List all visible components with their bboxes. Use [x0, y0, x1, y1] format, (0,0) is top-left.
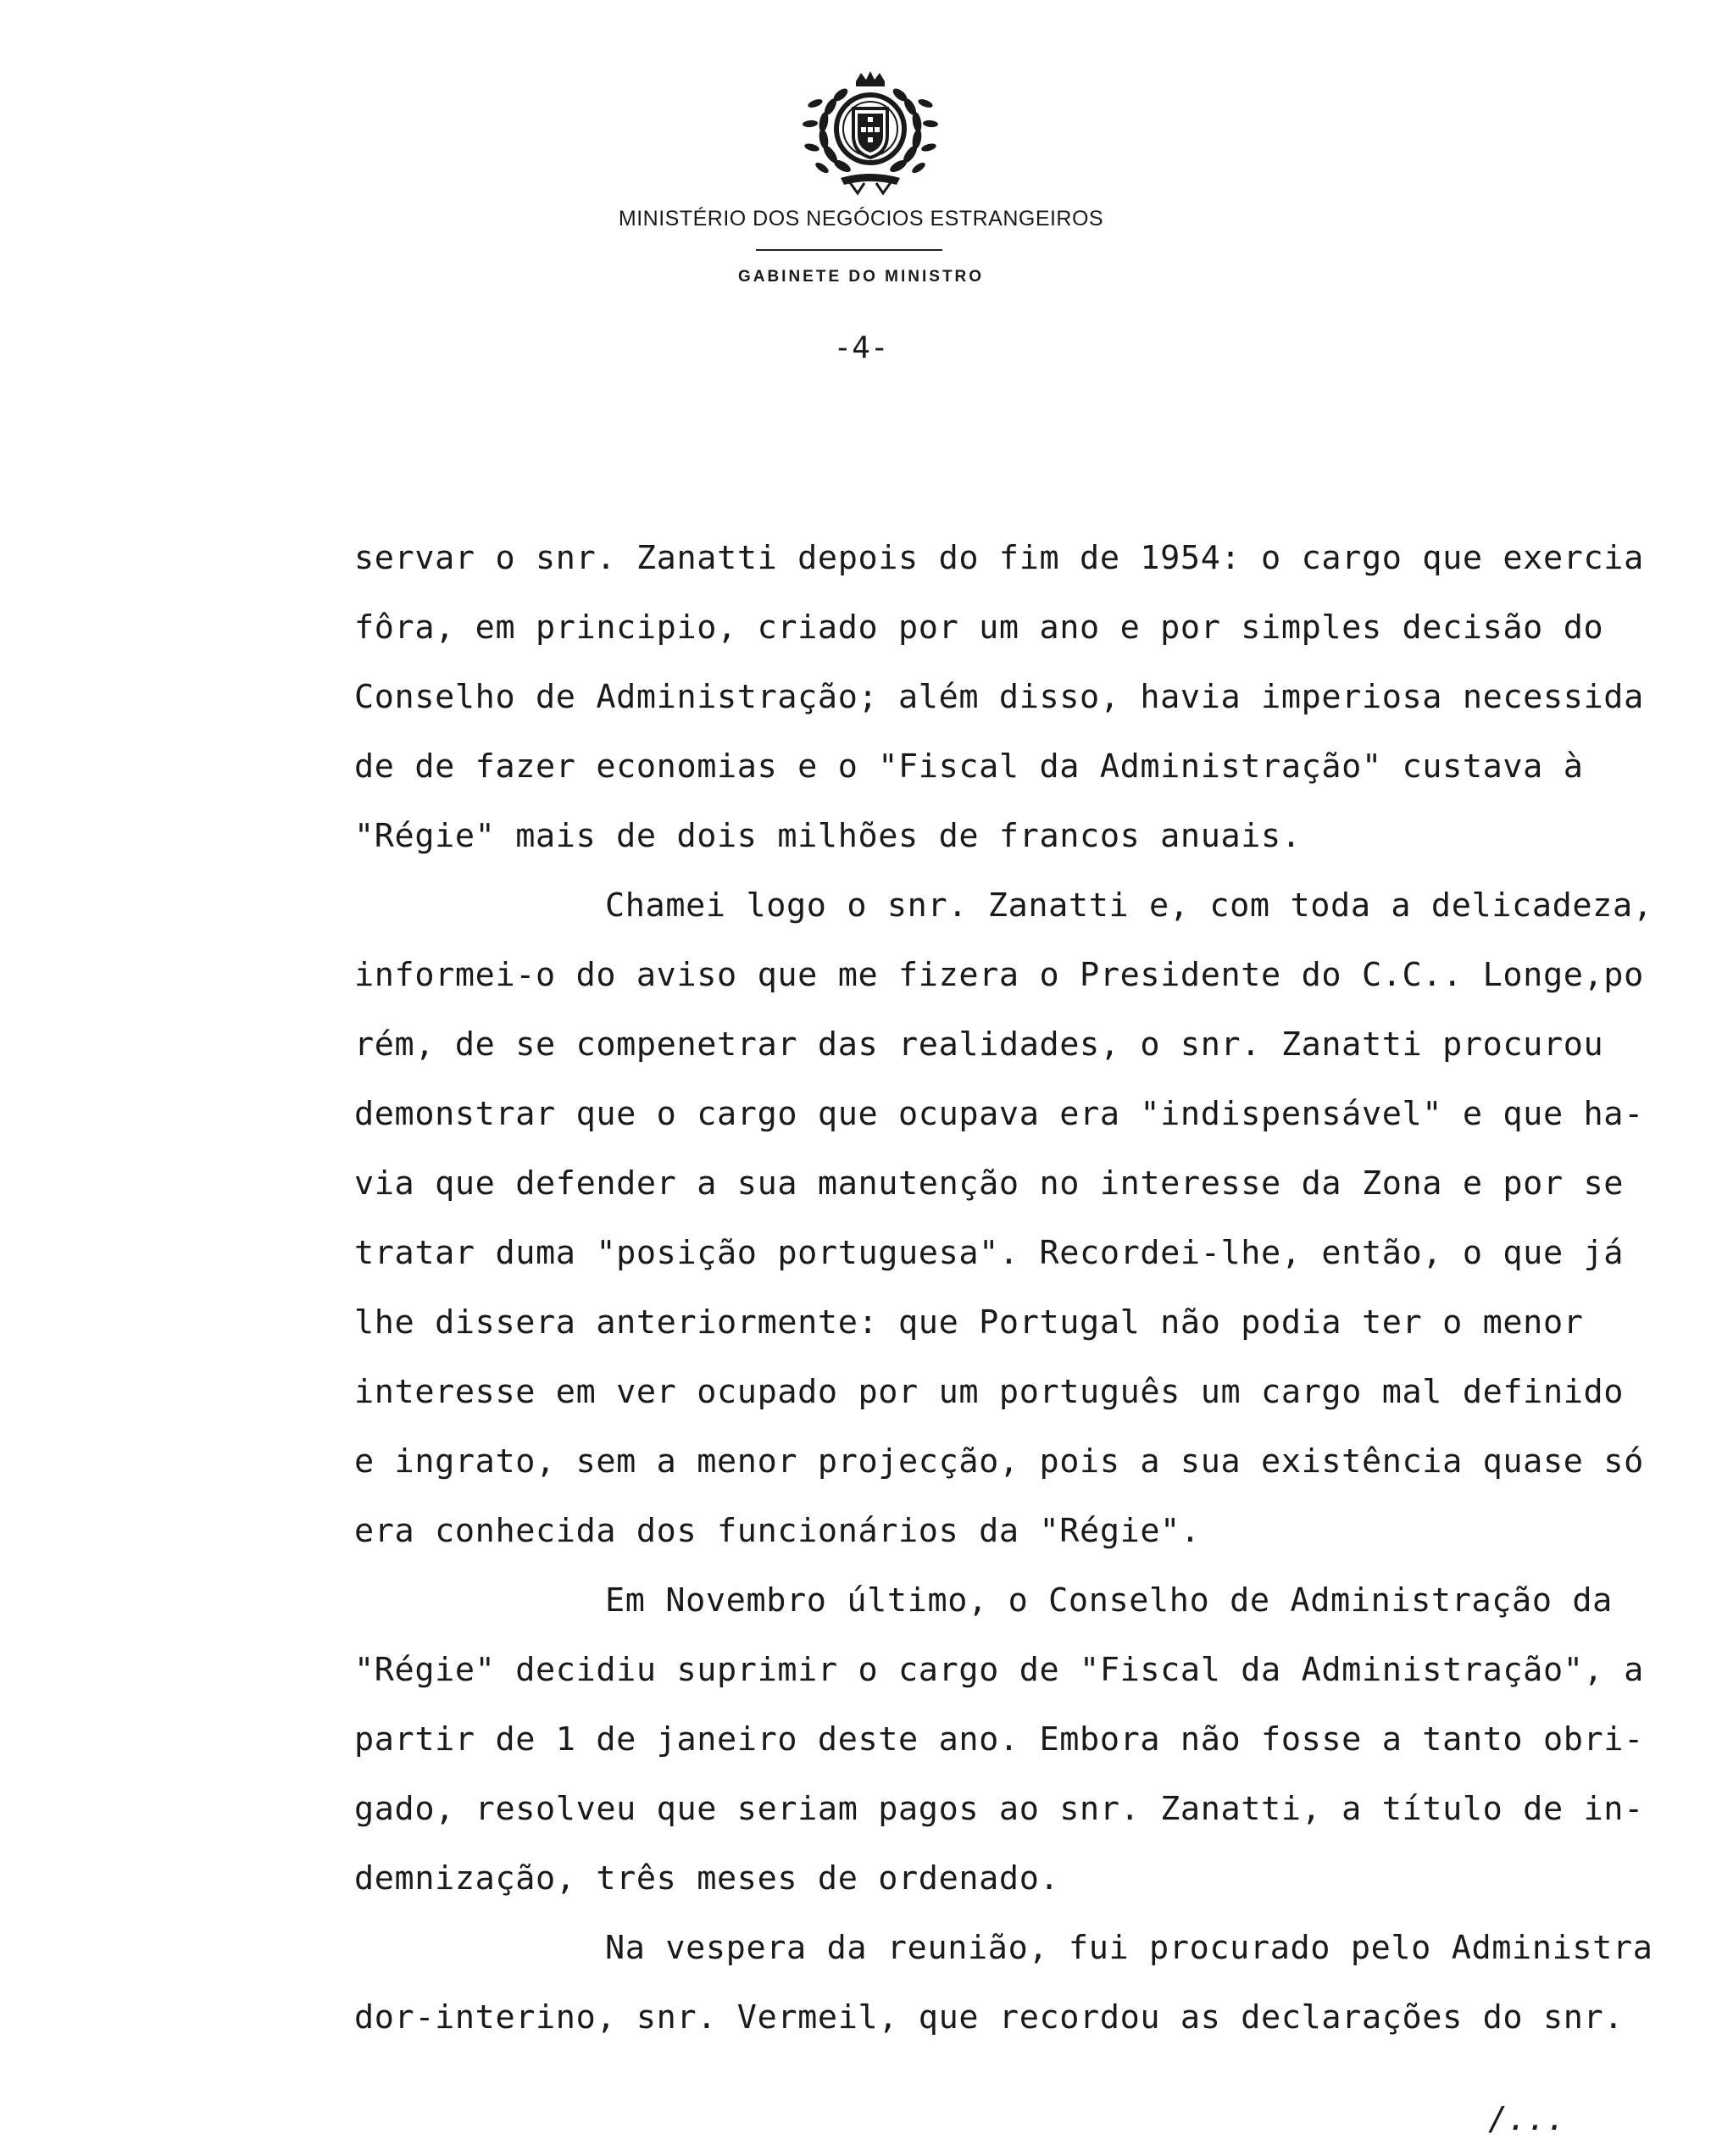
text-line: era conhecida dos funcionários da "Régie". [354, 1512, 1201, 1550]
page-number: -4- [833, 331, 889, 365]
text-line: lhe dissera anteriormente: que Portugal não podia ter o menor [354, 1303, 1584, 1342]
text-line: e ingrato, sem a menor projecção, pois a sua existência quase só [354, 1442, 1644, 1481]
coat-of-arms-icon [790, 69, 951, 197]
paragraph-start-line: Na vespera da reunião, fui procurado pelo Administra [605, 1929, 1653, 1967]
cabinet-subheading: GABINETE DO MINISTRO [737, 268, 985, 286]
text-line: tratar duma "posição portuguesa". Recordei-lhe, então, o que já [354, 1234, 1625, 1272]
text-line: servar o snr. Zanatti depois do fim de 1954: o cargo que exercia [354, 539, 1644, 577]
text-line: "Régie" decidiu suprimir o cargo de "Fiscal da Administração", a [354, 1651, 1644, 1689]
text-line: interesse em ver ocupado por um português um cargo mal definido [354, 1373, 1625, 1411]
header-divider [756, 249, 942, 251]
text-line: gado, resolveu que seriam pagos ao snr. Zanatti, a título de in- [354, 1790, 1644, 1828]
paragraph-start-line: Em Novembro último, o Conselho de Administração da [605, 1581, 1613, 1620]
continuation-mark: /... [1488, 2100, 1566, 2137]
text-line: dor-interino, snr. Vermeil, que recordou as declarações do snr. [354, 1998, 1625, 2037]
text-line: rém, de se compenetrar das realidades, o snr. Zanatti procurou [354, 1025, 1604, 1064]
text-line: informei-o do aviso que me fizera o Presidente do C.C.. Longe,po [354, 956, 1644, 994]
text-line: "Régie" mais de dois milhões de francos anuais. [354, 817, 1302, 855]
text-line: partir de 1 de janeiro deste ano. Embora não fosse a tanto obri- [354, 1720, 1644, 1759]
text-line: demnização, três meses de ordenado. [354, 1859, 1060, 1898]
text-line: Conselho de Administração; além disso, havia imperiosa necessida [354, 678, 1644, 716]
text-line: demonstrar que o cargo que ocupava era "indispensável" e que ha- [354, 1095, 1644, 1133]
text-line: via que defender a sua manutenção no interesse da Zona e por se [354, 1164, 1625, 1203]
letter-body [354, 532, 1676, 2061]
text-line: fôra, em principio, criado por um ano e por simples decisão do [354, 608, 1604, 647]
ministry-heading: MINISTÉRIO DOS NEGÓCIOS ESTRANGEIROS [618, 207, 1104, 231]
text-line: de de fazer economias e o "Fiscal da Administração" custava à [354, 747, 1584, 786]
paragraph-start-line: Chamei logo o snr. Zanatti e, com toda a delicadeza, [605, 886, 1653, 925]
